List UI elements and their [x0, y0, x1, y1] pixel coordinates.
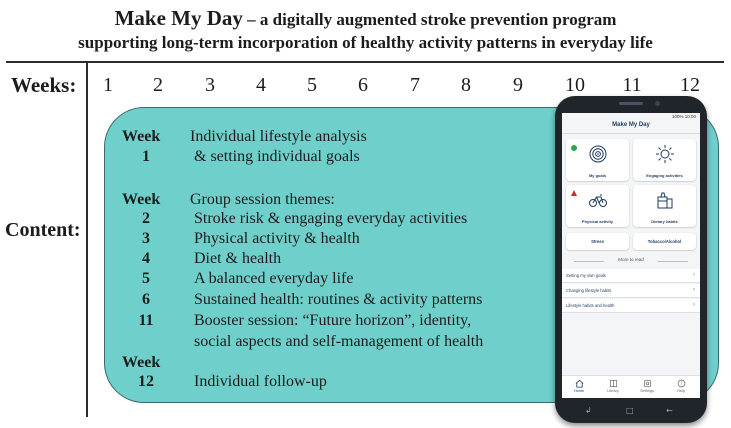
column-divider — [86, 61, 88, 417]
tile-label: Physical activity — [581, 219, 614, 224]
lifestyle-analysis-text: Individual lifestyle analysis — [190, 128, 367, 145]
session-theme: Sustained health: routines & activity patterns — [194, 291, 483, 308]
tile-engaging-activities[interactable] — [633, 139, 696, 181]
week-number: 1 — [103, 74, 113, 96]
week-number: 4 — [256, 74, 266, 96]
weeks-label: Weeks: — [11, 73, 77, 97]
week-number: 12 — [680, 74, 700, 96]
sun-icon — [655, 144, 675, 164]
tab-label: Library — [607, 389, 619, 393]
title-line-1 — [0, 6, 731, 31]
phone-nav-bar — [555, 405, 707, 417]
session-theme: Booster session: “Future horizon”, identity, — [194, 312, 472, 329]
week-number: 9 — [513, 74, 523, 96]
tile-label: Tobacco/Alcohol — [647, 239, 682, 244]
tab-label: Home — [573, 389, 585, 393]
week-number-label: 12 — [138, 373, 154, 390]
speaker-grille — [619, 102, 643, 105]
session-theme: A balanced everyday life — [194, 270, 354, 287]
status-bar: 100% 10:00 — [671, 114, 696, 119]
app-title: Make My Day — [612, 122, 650, 128]
session-week-number: 3 — [142, 230, 150, 247]
library-icon — [609, 379, 618, 388]
chevron-right-icon: › — [693, 287, 695, 293]
tile-stress[interactable] — [566, 233, 629, 250]
tile-label: Dietary habits — [651, 219, 678, 224]
tab-help[interactable] — [664, 379, 698, 393]
status-dot-green — [571, 145, 577, 151]
week-number: 2 — [153, 74, 163, 96]
target-icon — [588, 144, 608, 164]
svg-text:?: ? — [679, 382, 683, 388]
tab-label: Settings — [640, 389, 654, 393]
more-to-read-separator — [568, 257, 694, 265]
header-divider — [562, 133, 700, 134]
group-session-header: Group session themes: — [190, 191, 335, 208]
read-item-label: Changing lifestyle habits — [566, 288, 612, 293]
read-item-label: Setting my own goals — [566, 273, 606, 278]
session-week-number: 11 — [138, 312, 154, 329]
week-number: 8 — [461, 74, 471, 96]
back-icon[interactable]: ← — [666, 406, 673, 415]
goal-setting-text: & setting individual goals — [194, 148, 360, 165]
week-number: 10 — [565, 74, 585, 96]
tile-tobacco-alcohol[interactable] — [633, 233, 696, 250]
title-subtitle: – a digitally augmented stroke prevention program — [242, 10, 617, 29]
session-theme-continuation: social aspects and self-management of health — [194, 333, 484, 350]
read-item-label: Lifestyle habits and health — [566, 303, 615, 308]
chevron-right-icon: › — [693, 302, 695, 308]
week-number: 7 — [410, 74, 420, 96]
title-main: Make My Day — [114, 6, 243, 30]
tile-label: My goals — [588, 173, 607, 178]
week-heading: Week — [122, 354, 161, 371]
bicycle-icon — [588, 190, 608, 210]
gear-icon — [643, 379, 652, 388]
tab-library[interactable] — [596, 379, 630, 393]
home-button-icon[interactable]: □ — [626, 406, 634, 415]
home-icon — [575, 379, 584, 388]
help-icon — [677, 379, 686, 388]
session-theme: Physical activity & health — [194, 230, 360, 247]
bottom-tab-bar — [562, 375, 700, 398]
read-item[interactable] — [562, 284, 700, 298]
tab-label: Help — [677, 389, 685, 393]
week-number: 6 — [358, 74, 368, 96]
session-theme: Stroke risk & engaging everyday activities — [194, 210, 468, 227]
week-number-label: 1 — [142, 148, 150, 165]
chevron-right-icon: › — [693, 272, 695, 278]
follow-up-text: Individual follow-up — [194, 373, 327, 390]
read-item[interactable] — [562, 269, 700, 283]
week-number: 3 — [205, 74, 215, 96]
groceries-icon — [655, 190, 675, 210]
session-week-number: 6 — [142, 291, 150, 308]
title-line-2: supporting long-term incorporation of healthy activity patterns in everyday life — [78, 33, 653, 52]
separator-line — [658, 261, 688, 262]
tab-home[interactable] — [562, 379, 596, 393]
tile-label: Engaging activities — [646, 173, 683, 178]
tile-dietary-habits[interactable] — [633, 185, 696, 227]
session-theme: Diet & health — [194, 250, 282, 267]
tile-label: Stress — [591, 239, 604, 244]
content-label: Content: — [5, 219, 81, 241]
week-heading: Week — [122, 128, 161, 145]
header-divider — [6, 61, 724, 63]
week-heading: Week — [122, 191, 161, 208]
week-number: 11 — [622, 74, 642, 96]
session-week-number: 4 — [142, 250, 150, 267]
read-item[interactable] — [562, 299, 700, 313]
recent-apps-icon[interactable]: ↲ — [585, 406, 592, 415]
app-screen — [562, 113, 700, 398]
camera-icon — [655, 101, 660, 106]
tile-physical-activity[interactable] — [566, 185, 629, 227]
session-week-number: 5 — [142, 270, 150, 287]
more-to-read-heading: More to read — [618, 257, 644, 262]
session-week-number: 2 — [142, 210, 150, 227]
tab-settings[interactable] — [630, 379, 664, 393]
smartphone-mockup — [555, 96, 707, 423]
warning-triangle-icon — [571, 190, 577, 196]
week-number: 5 — [307, 74, 317, 96]
tile-my-goals[interactable] — [566, 139, 629, 181]
